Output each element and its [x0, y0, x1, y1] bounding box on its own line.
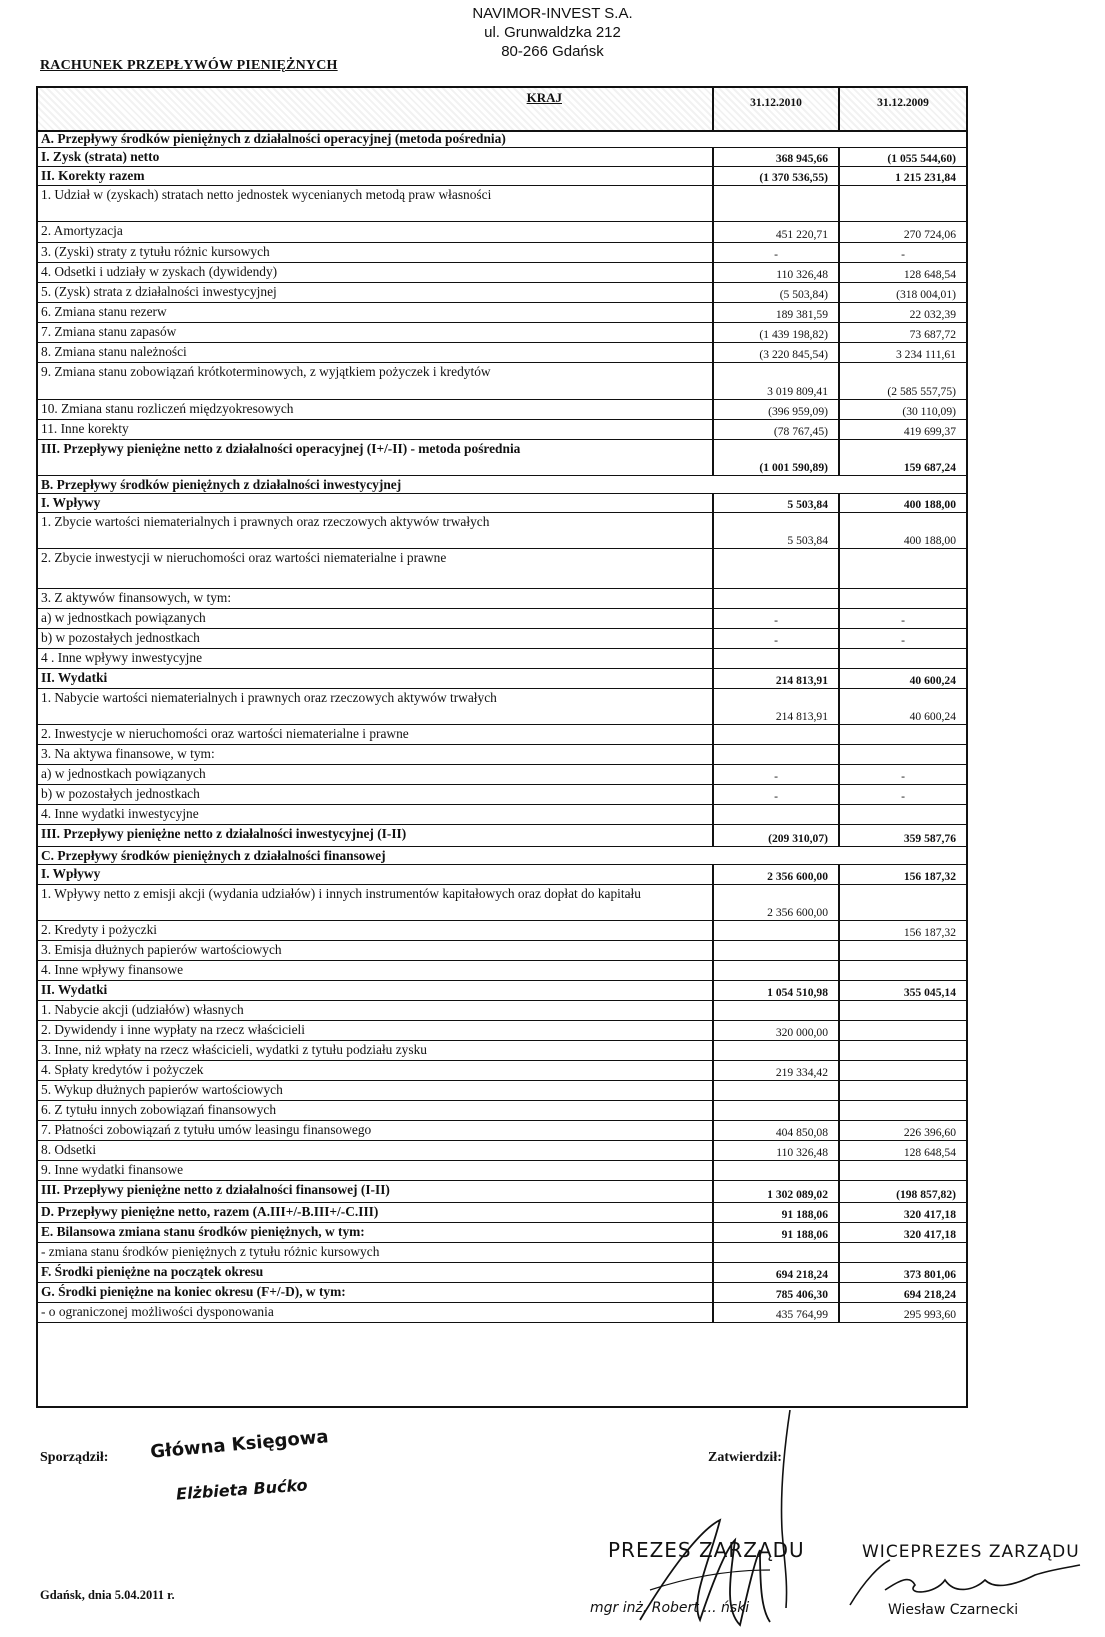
table-row — [38, 130, 966, 148]
value-2010: 5 503,84 — [712, 494, 838, 512]
value-2009: (2 585 557,75) — [838, 363, 966, 399]
table-row — [38, 745, 966, 765]
table-row — [38, 323, 966, 343]
table-row — [38, 303, 966, 323]
row-label: 9. Inne wydatki finansowe — [41, 1162, 184, 1177]
table-row — [38, 1001, 966, 1021]
vp-role: WICEPREZES ZARZĄDU — [862, 1542, 1080, 1562]
value-2010 — [712, 1243, 838, 1262]
row-label: II. Wydatki — [41, 982, 108, 997]
row-label: a) w jednostkach powiązanych — [41, 610, 206, 625]
value-2009: - — [838, 765, 966, 784]
value-2009 — [838, 549, 966, 588]
value-2010: 91 188,06 — [712, 1203, 838, 1222]
table-row — [38, 1181, 966, 1203]
value-2009: 694 218,24 — [838, 1283, 966, 1302]
row-label: 4. Odsetki i udziały w zyskach (dywidendy) — [41, 264, 278, 279]
value-2009: - — [838, 609, 966, 628]
value-2009: 295 993,60 — [838, 1303, 966, 1322]
table-body — [38, 130, 966, 1323]
value-2009: 373 801,06 — [838, 1263, 966, 1282]
value-2009 — [838, 941, 966, 960]
row-label: 3. Inne, niż wpłaty na rzecz właścicieli, wydatki z tytułu podziału zysku — [41, 1042, 427, 1057]
value-2010: - — [712, 629, 838, 648]
value-2009: - — [838, 243, 966, 262]
row-label: B. Przepływy środków pieniężnych z działalności inwestycyjnej — [41, 477, 402, 492]
table-row — [38, 847, 966, 865]
header-2010: 31.12.2010 — [712, 88, 838, 130]
value-2010: 2 356 600,00 — [712, 885, 838, 920]
value-2009: 359 587,76 — [838, 825, 966, 846]
table-row — [38, 649, 966, 669]
row-label: - o ograniczonej możliwości dysponowania — [41, 1304, 274, 1319]
value-2009 — [838, 1041, 966, 1060]
value-2010: 110 326,48 — [712, 263, 838, 282]
row-label: 5. Wykup dłużnych papierów wartościowych — [41, 1082, 283, 1097]
value-2009 — [838, 725, 966, 744]
value-2009 — [838, 1061, 966, 1080]
value-2009 — [838, 1161, 966, 1180]
row-label: 11. Inne korekty — [41, 421, 129, 436]
table-row — [38, 669, 966, 689]
value-2010: 694 218,24 — [712, 1263, 838, 1282]
prepared-name: Elżbieta Bućko — [175, 1475, 309, 1504]
value-2010: 320 000,00 — [712, 1021, 838, 1040]
row-label: 1. Wpływy netto z emisji akcji (wydania udziałów) i innych instrumentów kapitałowych oraz dopłat do kapitału — [41, 886, 641, 901]
table-row — [38, 885, 966, 921]
row-label: 4. Inne wpływy finansowe — [41, 962, 184, 977]
value-2010 — [712, 921, 838, 940]
value-2010 — [712, 549, 838, 588]
value-2009: 40 600,24 — [838, 669, 966, 688]
value-2010: 435 764,99 — [712, 1303, 838, 1322]
cash-flow-table — [36, 86, 968, 1408]
row-label: 1. Udział w (zyskach) stratach netto jednostek wycenianych metodą praw własności — [41, 187, 492, 202]
value-2010: 785 406,30 — [712, 1283, 838, 1302]
value-2010: (1 439 198,82) — [712, 323, 838, 342]
value-2010: - — [712, 609, 838, 628]
row-label: 9. Zmiana stanu zobowiązań krótkoterminowych, z wyjątkiem pożyczek i kredytów — [41, 364, 491, 379]
row-label: III. Przepływy pieniężne netto z działalności finansowej (I-II) — [41, 1182, 390, 1197]
value-2009: - — [838, 785, 966, 804]
value-2009 — [838, 1021, 966, 1040]
president-role: PREZES ZARZĄDU — [608, 1538, 805, 1562]
value-2009 — [838, 961, 966, 980]
table-row — [38, 476, 966, 494]
value-2010 — [712, 1101, 838, 1120]
value-2010: 368 945,66 — [712, 148, 838, 166]
value-2010: - — [712, 243, 838, 262]
president-name: mgr inż. Robert ... ński — [590, 1600, 750, 1616]
value-2010 — [712, 805, 838, 824]
table-row — [38, 243, 966, 263]
value-2009: 355 045,14 — [838, 981, 966, 1000]
value-2009: 320 417,18 — [838, 1203, 966, 1222]
value-2010: (209 310,07) — [712, 825, 838, 846]
value-2010: 404 850,08 — [712, 1121, 838, 1140]
value-2010 — [712, 589, 838, 608]
value-2010 — [712, 961, 838, 980]
row-label: 3. Z aktywów finansowych, w tym: — [41, 590, 232, 605]
company-street: ul. Grunwaldzka 212 — [484, 24, 621, 41]
table-row — [38, 1121, 966, 1141]
value-2009: (198 857,82) — [838, 1181, 966, 1202]
value-2009: 270 724,06 — [838, 222, 966, 242]
row-label: II. Wydatki — [41, 670, 108, 685]
value-2009: (30 110,09) — [838, 400, 966, 419]
row-label: - zmiana stanu środków pieniężnych z tytułu różnic kursowych — [41, 1244, 380, 1259]
row-label: 4 . Inne wpływy inwestycyjne — [41, 650, 203, 665]
value-2010 — [712, 941, 838, 960]
row-label: G. Środki pieniężne na koniec okresu (F+/-D), w tym: — [41, 1284, 346, 1299]
table-row — [38, 1161, 966, 1181]
row-label: 1. Nabycie wartości niematerialnych i prawnych oraz rzeczowych aktywów trwałych — [41, 690, 497, 705]
row-label: 4. Inne wydatki inwestycyjne — [41, 806, 199, 821]
value-2009 — [838, 649, 966, 668]
table-row — [38, 921, 966, 941]
table-row — [38, 222, 966, 243]
row-label: b) w pozostałych jednostkach — [41, 786, 200, 801]
table-row — [38, 1223, 966, 1243]
table-row — [38, 283, 966, 303]
value-2010: (5 503,84) — [712, 283, 838, 302]
value-2010: (78 767,45) — [712, 420, 838, 439]
value-2010: 3 019 809,41 — [712, 363, 838, 399]
value-2009 — [838, 186, 966, 221]
table-row — [38, 400, 966, 420]
value-2009: 159 687,24 — [838, 440, 966, 475]
value-2010: 189 381,59 — [712, 303, 838, 322]
signature-section — [0, 1410, 1105, 1637]
vp-name: Wiesław Czarnecki — [888, 1602, 1019, 1618]
value-2009: 128 648,54 — [838, 1141, 966, 1160]
table-row — [38, 725, 966, 745]
value-2009: 1 215 231,84 — [838, 167, 966, 185]
row-label: 3. Na aktywa finansowe, w tym: — [41, 746, 215, 761]
table-row — [38, 805, 966, 825]
table-row — [38, 186, 966, 222]
header-kraj: KRAJ — [526, 90, 562, 105]
row-label: I. Wpływy — [41, 495, 101, 510]
value-2010: - — [712, 785, 838, 804]
value-2010: 1 054 510,98 — [712, 981, 838, 1000]
value-2009 — [838, 1101, 966, 1120]
company-name: NAVIMOR-INVEST S.A. — [472, 5, 633, 22]
prepared-role: Główna Księgowa — [149, 1426, 330, 1463]
row-label: 7. Zmiana stanu zapasów — [41, 324, 177, 339]
document-title: RACHUNEK PRZEPŁYWÓW PIENIĘŻNYCH — [40, 58, 338, 73]
table-row — [38, 981, 966, 1001]
value-2009: 400 188,00 — [838, 513, 966, 548]
row-label: 2. Kredyty i pożyczki — [41, 922, 158, 937]
value-2009: 156 187,32 — [838, 921, 966, 940]
table-row — [38, 513, 966, 549]
value-2009: 73 687,72 — [838, 323, 966, 342]
table-row — [38, 343, 966, 363]
row-label: F. Środki pieniężne na początek okresu — [41, 1264, 264, 1279]
table-row — [38, 1263, 966, 1283]
value-2010 — [712, 649, 838, 668]
row-label: I. Wpływy — [41, 866, 101, 881]
table-row — [38, 765, 966, 785]
row-label: I. Zysk (strata) netto — [41, 149, 160, 164]
value-2010 — [712, 1041, 838, 1060]
row-label: C. Przepływy środków pieniężnych z działalności finansowej — [41, 848, 386, 863]
row-label: 7. Płatności zobowiązań z tytułu umów leasingu finansowego — [41, 1122, 372, 1137]
value-2009: 128 648,54 — [838, 263, 966, 282]
value-2010: 110 326,48 — [712, 1141, 838, 1160]
header-2009: 31.12.2009 — [838, 88, 966, 130]
table-row — [38, 609, 966, 629]
table-header — [38, 88, 966, 132]
row-label: 8. Odsetki — [41, 1142, 97, 1157]
value-2009: 22 032,39 — [838, 303, 966, 322]
table-row — [38, 1283, 966, 1303]
table-row — [38, 589, 966, 609]
value-2010: 214 813,91 — [712, 669, 838, 688]
approved-label: Zatwierdził: — [708, 1450, 782, 1465]
row-label: II. Korekty razem — [41, 168, 145, 183]
table-row — [38, 1101, 966, 1121]
table-row — [38, 629, 966, 649]
vp-signature-icon — [845, 1550, 1085, 1610]
row-label: 2. Dywidendy i inne wypłaty na rzecz właścicieli — [41, 1022, 306, 1037]
value-2009: (318 004,01) — [838, 283, 966, 302]
value-2009: 156 187,32 — [838, 865, 966, 884]
value-2010: (1 370 536,55) — [712, 167, 838, 185]
row-label: D. Przepływy pieniężne netto, razem (A.III+/-B.III+/-C.III) — [41, 1204, 379, 1219]
table-row — [38, 263, 966, 283]
table-row — [38, 167, 966, 186]
row-label: a) w jednostkach powiązanych — [41, 766, 206, 781]
row-label: 10. Zmiana stanu rozliczeń międzyokresowych — [41, 401, 294, 416]
row-label: 2. Zbycie inwestycji w nieruchomości oraz wartości niematerialne i prawne — [41, 550, 447, 565]
value-2010: 219 334,42 — [712, 1061, 838, 1080]
table-row — [38, 494, 966, 513]
value-2009: (1 055 544,60) — [838, 148, 966, 166]
value-2010: 91 188,06 — [712, 1223, 838, 1242]
value-2009 — [838, 1243, 966, 1262]
value-2009 — [838, 1001, 966, 1020]
value-2010 — [712, 186, 838, 221]
value-2010 — [712, 1161, 838, 1180]
table-row — [38, 1081, 966, 1101]
value-2009: 400 188,00 — [838, 494, 966, 512]
table-row — [38, 148, 966, 167]
row-label: 4. Spłaty kredytów i pożyczek — [41, 1062, 204, 1077]
table-row — [38, 420, 966, 440]
table-row — [38, 1021, 966, 1041]
table-row — [38, 363, 966, 400]
row-label: 2. Amortyzacja — [41, 223, 123, 238]
value-2010: 5 503,84 — [712, 513, 838, 548]
president-signature-icon — [630, 1510, 780, 1637]
row-label: 1. Nabycie akcji (udziałów) własnych — [41, 1002, 244, 1017]
value-2009: - — [838, 629, 966, 648]
row-label: 3. Emisja dłużnych papierów wartościowych — [41, 942, 282, 957]
company-city: 80-266 Gdańsk — [501, 43, 604, 60]
row-label: 3. (Zyski) straty z tytułu różnic kursowych — [41, 244, 270, 259]
row-label: III. Przepływy pieniężne netto z działalności inwestycyjnej (I-II) — [41, 826, 407, 841]
value-2009: 3 234 111,61 — [838, 343, 966, 362]
value-2009 — [838, 1081, 966, 1100]
value-2010: 2 356 600,00 — [712, 865, 838, 884]
table-row — [38, 1303, 966, 1323]
value-2009: 40 600,24 — [838, 689, 966, 724]
table-row — [38, 1203, 966, 1223]
value-2010: (396 959,09) — [712, 400, 838, 419]
row-label: 2. Inwestycje w nieruchomości oraz wartości niematerialne i prawne — [41, 726, 409, 741]
value-2010 — [712, 1001, 838, 1020]
value-2009 — [838, 745, 966, 764]
value-2010 — [712, 745, 838, 764]
value-2010: 451 220,71 — [712, 222, 838, 242]
value-2009 — [838, 885, 966, 920]
value-2010 — [712, 725, 838, 744]
row-label: A. Przepływy środków pieniężnych z działalności operacyjnej (metoda pośrednia) — [41, 131, 506, 146]
row-label: 5. (Zysk) strata z działalności inwestycyjnej — [41, 284, 277, 299]
row-label: 1. Zbycie wartości niematerialnych i prawnych oraz rzeczowych aktywów trwałych — [41, 514, 490, 529]
row-label: III. Przepływy pieniężne netto z działalności operacyjnej (I+/-II) - metoda pośrednia — [41, 441, 521, 456]
row-label: 6. Zmiana stanu rezerw — [41, 304, 167, 319]
company-header — [0, 4, 1105, 61]
prepared-label: Sporządził: — [40, 1450, 109, 1465]
value-2010: (1 001 590,89) — [712, 440, 838, 475]
value-2010: (3 220 845,54) — [712, 343, 838, 362]
row-label: 6. Z tytułu innych zobowiązań finansowych — [41, 1102, 277, 1117]
value-2009: 226 396,60 — [838, 1121, 966, 1140]
table-row — [38, 961, 966, 981]
table-row — [38, 440, 966, 476]
row-label: E. Bilansowa zmiana stanu środków pieniężnych, w tym: — [41, 1224, 365, 1239]
table-row — [38, 785, 966, 805]
value-2010: 1 302 089,02 — [712, 1181, 838, 1202]
table-row — [38, 1061, 966, 1081]
row-label: b) w pozostałych jednostkach — [41, 630, 200, 645]
row-label: 8. Zmiana stanu należności — [41, 344, 187, 359]
value-2010: - — [712, 765, 838, 784]
table-row — [38, 1041, 966, 1061]
table-row — [38, 865, 966, 885]
table-row — [38, 825, 966, 847]
value-2009 — [838, 805, 966, 824]
value-2009: 320 417,18 — [838, 1223, 966, 1242]
table-row — [38, 1243, 966, 1263]
value-2010: 214 813,91 — [712, 689, 838, 724]
table-row — [38, 941, 966, 961]
table-row — [38, 1141, 966, 1161]
place-date: Gdańsk, dnia 5.04.2011 r. — [40, 1588, 175, 1602]
value-2009: 419 699,37 — [838, 420, 966, 439]
value-2009 — [838, 589, 966, 608]
table-row — [38, 689, 966, 725]
value-2010 — [712, 1081, 838, 1100]
table-row — [38, 549, 966, 589]
